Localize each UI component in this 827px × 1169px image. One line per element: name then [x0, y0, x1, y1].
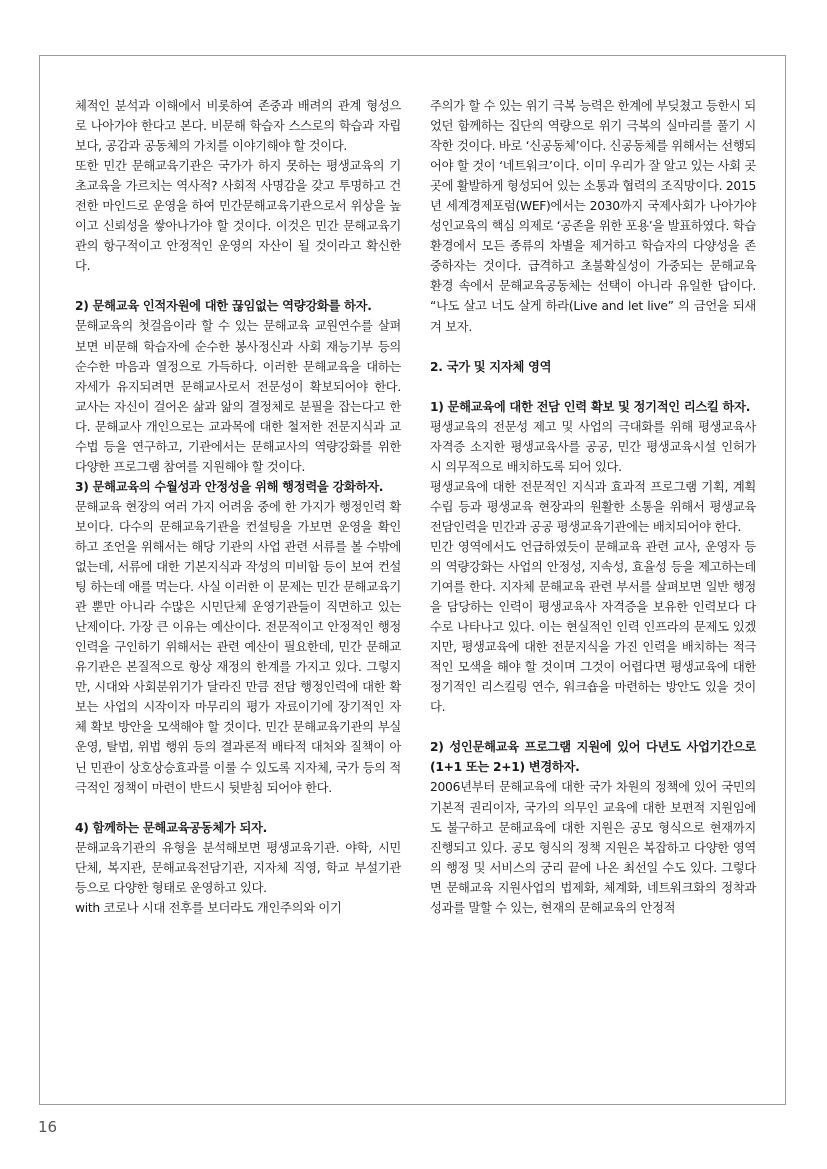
paragraph-gap	[75, 276, 401, 296]
section-heading: 4) 함께하는 문해교육공동체가 되자.	[75, 820, 267, 835]
paragraph: 문해교육 현장의 여러 가지 어려움 중에 한 가지가 행정인력 확보이다. 다수의 문해교육기관을 컨설팅을 가보면 운영을 확인하고 조언을 위해서는 해당 기관의 사업 관련 서류를 볼 수밖에 없는데, 서류에 대한 기본지식과 작성의 미비함 등이 보여 컨설팅 하는데 애를 먹는다. 사실 이러한 이 문제는 민간 문해교육기관 뿐만 아니라 수많은 시민단체 운영기관들이 직면하고 있는 난제이다. 가장 큰 이유는 예산이다. 전문적이고 안정적인 행정 인력을 구인하기 위해서는 관련 예산이 필요한데, 민간 문해교유기관은 본질적으로 항상 재정의 한계를 가지고 있다. 그렇지만, 시대와 사회분위기가 달라진 만큼 전담 행정인력에 대한 확보는 사업의 시작이자 마무리의 평가 자료이기에 장기적인 자체 확보 방안을 모색해야 할 것이다. 민간 문해교육기관의 부실 운영, 탈법, 위법 행위 등의 결과론적 배타적 대처와 질책이 아닌 민관이 상호상승효과를 이룰 수 있도록 지자체, 국가 등의 적극적인 정책이 마련이 반드시 뒷받침 되어야 한다.	[75, 499, 401, 795]
section-heading: 2) 문해교육 인적자원에 대한 끊임없는 역량강화를 하자.	[75, 299, 372, 314]
left-column	[75, 96, 401, 918]
paragraph-gap	[430, 377, 756, 397]
paragraph: 평생교육의 전문성 제고 및 사업의 극대화를 위해 평생교육사 자격증 소지한 평생교육사를 공공, 민간 평생교육시설 인허가시 의무적으로 배치하도록 되어 있다.	[430, 419, 756, 474]
paragraph: with 코로나 시대 전후를 보더라도 개인주의와 이기	[75, 900, 342, 915]
section-heading: 1) 문해교육에 대한 전담 인력 확보 및 정기적인 리스킬 하자.	[430, 399, 751, 414]
paragraph: 문해교육기관의 유형을 분석해보면 평생교육기관. 야학, 시민단체, 복지관, 문해교육전담기관, 지자체 직영, 학교 부설기관 등으로 다양한 형태로 운영하고 있다.	[75, 840, 401, 895]
paragraph: 민간 영역에서도 언급하였듯이 문해교육 관련 교사, 운영자 등의 역량강화는 사업의 안정성, 지속성, 효율성 등을 제고하는데 기여를 한다. 지자체 문해교육 관련 부서를 살펴보면 일반 행정을 담당하는 인력이 평생교육사 자격증을 보유한 인력보다 다수로 나타나고 있다. 이는 현실적인 인력 인프라의 문제도 있겠지만, 평생교육에 대한 전문지식을 가진 인력을 배치하는 적극적인 모색을 해야 할 것이며 그것이 어렵다면 평생교육에 대한 정기적인 리스킬링 연수, 워크숍을 마련하는 방안도 있을 것이다.	[430, 539, 756, 715]
section-heading: 2. 국가 및 지자체 영역	[430, 359, 552, 374]
right-column	[430, 96, 756, 918]
page-number: 16	[38, 1118, 58, 1136]
paragraph: 평생교육에 대한 전문적인 지식과 효과적 프로그램 기획, 계획 수립 등과 평생교육 현장과의 원활한 소통을 위해서 평생교육 전담인력을 민간과 공공 평생교육기관에는 배치되어야 한다.	[430, 479, 756, 534]
paragraph: 문해교육의 첫걸음이라 할 수 있는 문해교육 교원연수를 살펴보면 비문해 학습자에 순수한 봉사정신과 사회 재능기부 등의 순수한 마음과 열정으로 가득하다. 이러한 문해교육을 대하는 자세가 유지되려면 문해교사로서 전문성이 확보되어야 한다. 교사는 자신이 걸어온 삶과 앎의 결정체로 분필을 잡는다고 한다. 문해교사 개인으로는 교과목에 대한 철저한 전문지식과 교수법 등을 연구하고, 기관에서는 문해교사의 역량강화를 위한 다양한 프로그램 참여를 지원해야 할 것이다.	[75, 319, 401, 474]
paragraph: 또한 민간 문해교육기관은 국가가 하지 못하는 평생교육의 기초교육을 가르치는 역사적? 사회적 사명감을 갖고 투명하고 건전한 마인드로 운영을 하여 민간문해교육기관으로서 위상을 높이고 신뢰성을 쌓아나가야 할 것이다. 이것은 민간 문해교육기관의 항구적이고 안정적인 운영의 자산이 될 것이라고 확신한다.	[75, 159, 401, 274]
section-heading: 3) 문해교육의 수월성과 안정성을 위해 행정력을 강화하자.	[75, 479, 384, 494]
paragraph: 2006년부터 문해교육에 대한 국가 차원의 정책에 있어 국민의 기본적 권리이자, 국가의 의무인 교육에 대한 보편적 지원임에도 불구하고 문해교육에 대한 지원은 공모 형식으로 현재까지 진행되고 있다. 공모 형식의 정책 지원은 복잡하고 다양한 영역의 행정 및 서비스의 궁리 끝에 나온 최선일 수도 있다. 그렇다면 문해교육 지원사업의 법제화, 체계화, 네트워크화의 정착과 성과를 말할 수 있는, 현재의 문해교육의 안정적	[430, 780, 756, 915]
paragraph: 체적인 분석과 이해에서 비롯하여 존중과 배려의 관계 형성으로 나아가야 한다고 본다. 비문해 학습자 스스로의 학습과 자립 보다, 공감과 공동체의 가치를 이야기해야 할 것이다.	[75, 99, 401, 154]
paragraph-gap	[430, 717, 756, 737]
paragraph-gap	[430, 337, 756, 357]
section-heading: 2) 성인문해교육 프로그램 지원에 있어 다년도 사업기간으로(1+1 또는 2+1) 변경하자.	[430, 740, 756, 775]
paragraph-gap	[75, 798, 401, 818]
paragraph: 주의가 할 수 있는 위기 극복 능력은 한계에 부딪쳤고 등한시 되었던 함께하는 집단의 역량으로 위기 극복의 실마리를 풀기 시작한 것이다. 바로 ‘신공동체’이다. 신공동체를 위해서는 선행되어야 할 것이 ‘네트워크’이다. 이미 우리가 잘 알고 있는 사회 곳곳에 활발하게 형성되어 있는 소통과 협력의 조직망이다. 2015년 세계경제포럼(WEF)에서는 2030까지 국제사회가 나아가야 성인교육의 핵심 의제로 ‘공존을 위한 포용’을 발표하였다. 학습 환경에서 모든 종류의 차별을 제거하고 학습자의 다양성을 존중하자는 것이다. 급격하고 초불확실성이 가중되는 문해교육 환경 속에서 문해교육공동체는 선택이 아니라 유일한 답이다. “나도 살고 너도 살게 하라(Live and let live” 의 금언을 되새겨 보자.	[430, 99, 756, 334]
